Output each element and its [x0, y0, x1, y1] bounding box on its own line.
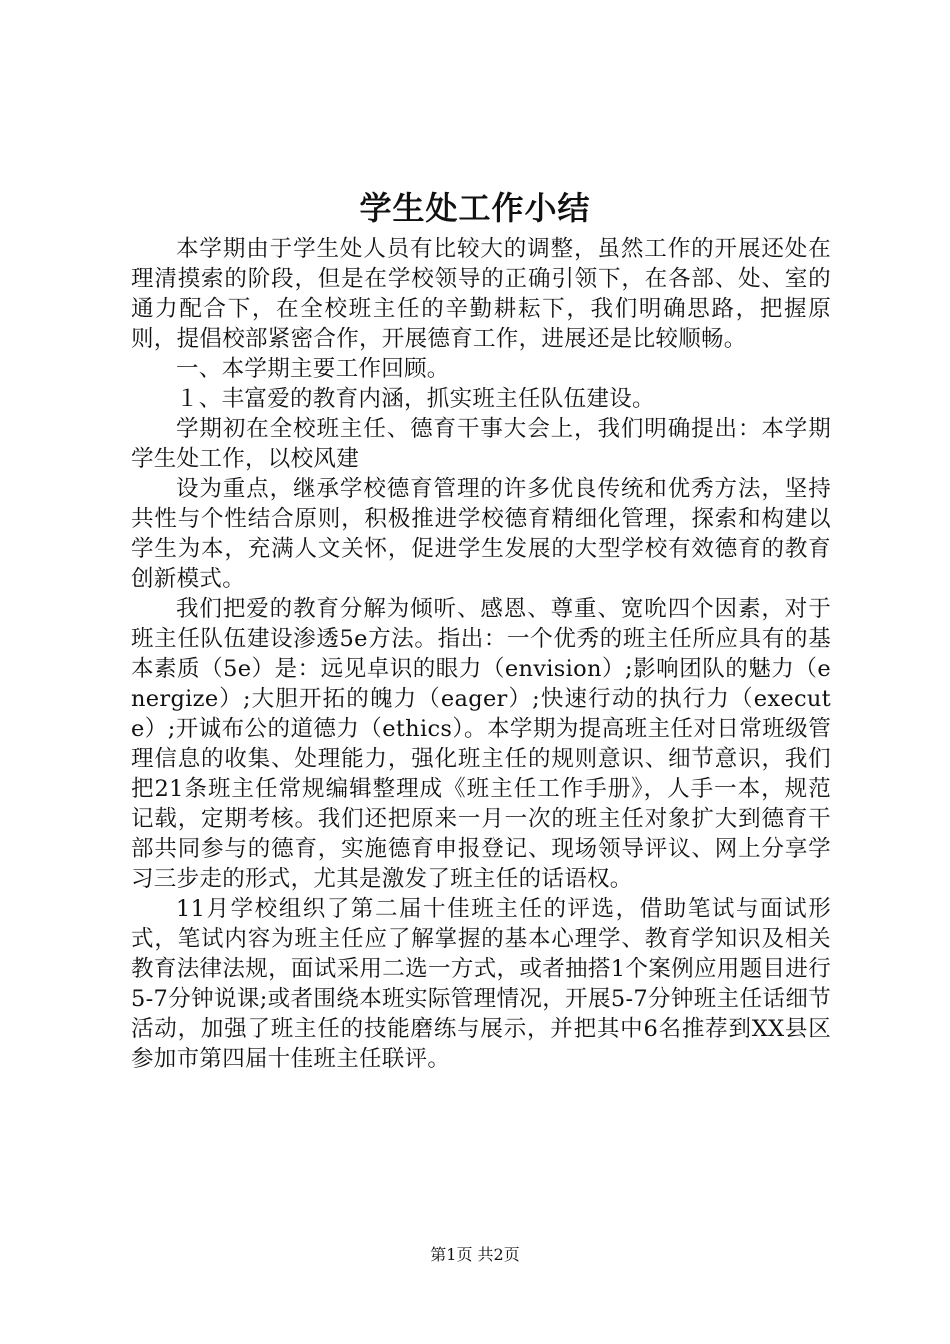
document-title: 学生处工作小结	[359, 189, 591, 227]
paragraph-semester-start: 学期初在全校班主任、德育干事大会上，我们明确提出：本学期学生处工作，以校风建	[131, 416, 831, 472]
page-footer	[0, 1243, 950, 1267]
paragraph-intro: 本学期由于学生处人员有比较大的调整，虽然工作的开展还处在理清摸索的阶段，但是在学校领导的正确引领下，在各部、处、室的通力配合下，在全校班主任的辛勤耕耘下，我们明确思路，把握原则，提倡校部紧密合作，开展德育工作，进展还是比较顺畅。	[131, 236, 831, 352]
paragraph-focus: 设为重点，继承学校德育管理的许多优良传统和优秀方法，坚持共性与个性结合原则，积极推进学校德育精细化管理，探索和构建以学生为本，充满人文关怀，促进学生发展的大型学校有效德育的教育创新模式。	[131, 476, 831, 592]
subsection-heading-1: １、丰富爱的教育内涵，抓实班主任队伍建设。	[176, 386, 655, 412]
document-body	[131, 234, 831, 1074]
paragraph-top-ten-selection: 11月学校组织了第二届十佳班主任的评选，借助笔试与面试形式，笔试内容为班主任应了解掌握的基本心理学、教育学知识及相关教育法律法规，面试采用二选一方式，或者抽搭1个案例应用题目进行5-7分钟说课;或者围绕本班实际管理情况，开展5-7分钟班主任话细节活动，加强了班主任的技能磨练与展示，并把其中6名推荐到XX县区参加市第四届十佳班主任联评。	[131, 896, 831, 1072]
paragraph-love-education: 我们把爱的教育分解为倾听、感恩、尊重、宽吮四个因素，对于班主任队伍建设渗透5e方法。指出：一个优秀的班主任所应具有的基本素质（5e）是：远见卓识的眼力（envision）;影响团队的魅力（energize）;大胆开拓的魄力（eager）;快速行动的执行力（execute）;开诚布公的道德力（ethics）。本学期为提高班主任对日常班级管理信息的收集、处理能力，强化班主任的规则意识、细节意识，我们把21条班主任常规编辑整理成《班主任工作手册》，人手一本，规范记载，定期考核。我们还把原来一月一次的班主任对象扩大到德育干部共同参与的德育，实施德育申报登记、现场领导评议、网上分享学习三步走的形式，尤其是激发了班主任的话语权。	[131, 596, 831, 892]
page-number: 第1页	[430, 1245, 473, 1264]
page-total: 共2页	[477, 1245, 520, 1264]
section-heading-review: 一、本学期主要工作回顾。	[176, 356, 450, 382]
